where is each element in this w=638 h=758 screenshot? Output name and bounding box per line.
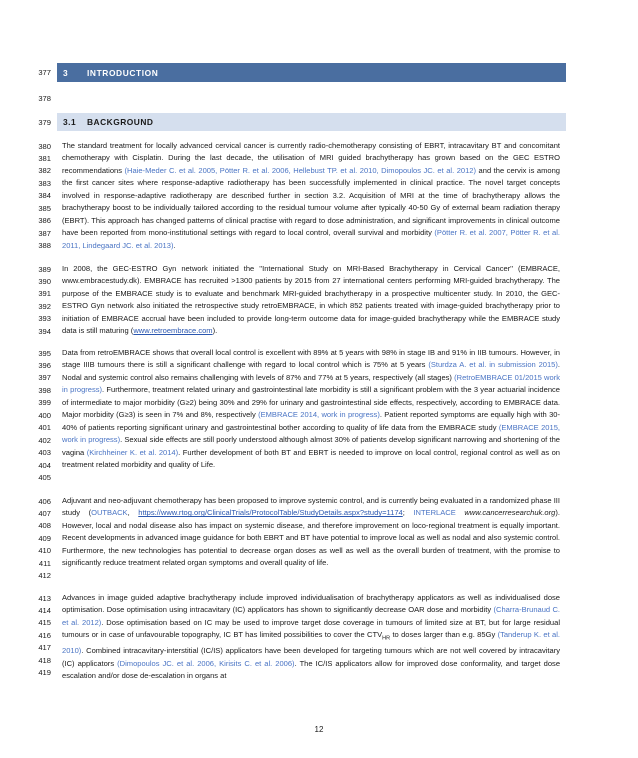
line-number: 411 (38, 558, 51, 568)
paragraph-text: Adjuvant and neo-adjuvant chemotherapy has been proposed to improve systemic control, and is currently being evaluated in a randomized phase III study ( (62, 496, 560, 518)
paragraph-1 (62, 140, 560, 252)
line-number: 385 (38, 203, 51, 213)
line-number: 394 (38, 326, 51, 336)
line-number: 417 (38, 643, 51, 653)
paragraph-text: , (127, 508, 139, 518)
paragraph-text: . The IC/IS applicators allow for improved dose conformality, and target dose escalation and/or dose de-escalation in organs at (62, 658, 561, 681)
retroembrace-link[interactable]: www.retroembrace.com (133, 326, 213, 336)
line-number: 384 (38, 191, 51, 201)
paragraph-text: The standard treatment for locally advanced cervical cancer is currently radio-chemotherapy consisting of EBRT, intracavitary BT and concomitant chemotherapy with Cisplatin. During the last decade, the utilisation of MRI guided brachytherapy has grown based on the GEC ESTRO recommendations (62, 141, 560, 175)
line-number: 404 (38, 460, 51, 470)
line-number: 383 (38, 178, 51, 188)
line-number: 407 (38, 508, 51, 518)
line-number: 416 (38, 630, 51, 640)
line-number: 410 (38, 546, 51, 556)
line-number: 409 (38, 533, 51, 543)
line-number: 401 (38, 423, 51, 433)
citation[interactable]: (Pötter R. et al. 2007, Pötter R. et al. 2011, Lindegaard JC. et al. 2013) (62, 228, 560, 250)
line-number: 387 (38, 228, 51, 238)
page-number: 12 (314, 725, 324, 734)
line-number: 388 (38, 241, 51, 251)
subsection-title: BACKGROUND (87, 117, 154, 127)
paragraph-text: ; (402, 508, 414, 518)
citation[interactable]: (Charra-Brunaud C. et al. 2012) (62, 605, 560, 627)
paragraph-2 (62, 263, 560, 338)
paragraph-text: ). However, local and nodal disease also has impact on systemic disease, and therefore improvement on loco-regional treatment is equally important. Recent developments in advanced image guidance for both EBRT and BT have potential to improve local as well as nodal and also systemic control. Furthermore, the new technologies has potential to decrease organ doses as well as well as the overall burden of treatment, with the promise to significantly reduce treatment related organ symptoms and overall quality of life. (62, 508, 560, 568)
line-number: 392 (38, 301, 51, 311)
paragraph-3 (62, 347, 560, 472)
section-number: 3 (63, 67, 69, 78)
paragraph-text: . Dose optimisation based on IC may be used to improve target dose coverage in tumours of limited size at BT, but for large residual tumours or in case of unfavourable topography, IC BT has limited possibilities to cover the CTV (62, 617, 560, 640)
citation[interactable]: INTERLACE (413, 508, 456, 518)
paragraph-text: In 2008, the GEC-ESTRO Gyn network initiated the ''International Study on MRI-Based Brachytherapy in Cervical Cancer'' (EMBRACE, www.embracestudy.dk). EMBRACE has recruited >1300 patients by 2015 from 27 international centers performing MRI-guided brachytherapy. The purpose of the EMBRACE study is to evaluate and benchmark MRI-guided brachytherapy in a prospective multicenter study. In 2010, the GEC-ESTRO Gyn network also initiated the retrospective study retroEMBRACE, in which 852 patients treated with image-guided brachytherapy prior to initiation of EMBRACE accrual have been included to provide long-term outcome data for image-guided brachytherapy while the EMBRACE study data is still maturing ( (62, 264, 560, 336)
line-number: 403 (38, 448, 51, 458)
citation[interactable]: (Sturdza A. et al. in submission 2015) (428, 360, 558, 370)
subscript: HR (382, 635, 391, 642)
citation[interactable]: (Haie-Meder C. et al. 2005, Pötter R. et al. 2006, Hellebust TP. et al. 2010, Dimopoulos JC. et al. 2012) (124, 165, 477, 175)
citation[interactable]: (EMBRACE 2015, work in progress) (62, 422, 560, 445)
line-number: 419 (38, 668, 51, 678)
citation[interactable]: (RetroEMBRACE 01/2015 work in progress) (62, 372, 560, 395)
paragraph-text: Data from retroEMBRACE shows that overall local control is excellent with 89% at 5 years with 98% in stage IB and 91% in IIB tumours. However, in stage IIIB tumours there is still a significant challenge with regard to local control which is 75% at 5 years (62, 348, 560, 370)
line-number: 379 (38, 118, 51, 127)
line-number: 380 (38, 141, 51, 151)
paragraph-text: . Nodal and systemic control also remains challenging with levels of 87% and 77% at 5 years, respectively (all stages) (62, 360, 560, 382)
line-number: 400 (38, 410, 51, 420)
paragraph-text: to doses larger than e.g. 85Gy (390, 630, 498, 640)
line-number: 398 (38, 385, 51, 395)
section-title: INTRODUCTION (87, 67, 159, 78)
line-number: 406 (38, 496, 51, 506)
citation[interactable]: (EMBRACE 2014, work in progress) (258, 410, 380, 420)
paragraph-text: . Patient reported symptoms are equally high with 30-40% of patients reporting significant urinary and gastrointestinal bother according to quality of life data from the EMBRACE study (62, 410, 560, 432)
paragraph-text: . Combined intracavitary-interstitial (IC/IS) applicators have been developed for targeting tumours which are not well covered by intracavitary (IC) applicators (62, 646, 560, 668)
line-number: 391 (38, 289, 51, 299)
line-number: 382 (38, 166, 51, 176)
line-number: 405 (38, 473, 51, 482)
subsection-heading-background (57, 113, 566, 131)
line-number: 399 (38, 398, 51, 408)
cancer-research-uk-url: www.cancerresearchuk.org (464, 508, 556, 518)
paragraph-5 (62, 592, 560, 683)
paragraph-text: ). (212, 326, 218, 336)
line-number: 377 (38, 68, 51, 77)
subsection-number: 3.1 (63, 117, 77, 127)
paragraph-text: . Sexual side effects are still poorly understood although almost 30% of patients develop significant narrowing and shortening of the vagina (62, 435, 560, 457)
paragraph-text: . (173, 240, 176, 250)
citation[interactable]: (Dimopoulos JC. et al. 2006, Kirisits C. et al. 2006) (117, 658, 295, 668)
line-number: 414 (38, 605, 51, 615)
paragraph-text: . Furthermore, treatment related urinary and gastrointestinal late morbidity is still a significant problem with the 3 year actuarial incidence of intermediate to major morbidity (G≥2) being 30% and 29% for urinary and gastrointestinal side effects, respectively, according to EMBRACE data. Major morbidity (G≥3) is seen in 7% and 8%, respectively (62, 385, 560, 420)
line-number: 402 (38, 435, 51, 445)
paragraph-text: and the cervix is among the first cancer sites where response-adaptive radiotherapy has been successfully implemented in clinical practice. The novel target concepts involved in response-adaptive radiotherapy are described further in section 3.2. Acquisition of MRI at the time of brachytherapy allows the brachytherapy boost to be individually tailored according to the residual tumour volume after typically 40-50 Gy of external beam radiation therapy (EBRT). This approach has changed patterns of clinical practise with regard to dose administration, and significant improvements in clinical outcome have been reported from mono-institutional settings with regard to local control, overall survival and morbidity (62, 165, 560, 238)
line-number: 418 (38, 655, 51, 665)
citation[interactable]: (Kirchheiner K. et al. 2014) (86, 447, 179, 457)
paragraph-text: Advances in image guided adaptive brachytherapy include improved individualisation of brachytherapy applicators as well as individualised dose optimisation. Dose optimisation using intracavitary (IC) applicators has shown to significantly decrease OAR dose and morbidity (62, 593, 560, 615)
line-number: 381 (38, 153, 51, 163)
line-number: 397 (38, 373, 51, 383)
line-number: 412 (38, 571, 51, 581)
line-number: 413 (38, 593, 51, 603)
paragraph-4 (62, 495, 560, 570)
line-number: 408 (38, 521, 51, 531)
line-number: 390 (38, 276, 51, 286)
citation[interactable]: (Tanderup K. et al. 2010) (62, 630, 560, 656)
section-heading-introduction (57, 63, 566, 82)
line-number: 378 (38, 94, 51, 103)
line-number: 389 (38, 264, 51, 274)
citation[interactable]: OUTBACK (91, 508, 128, 518)
rtog-study-link[interactable]: https://www.rtog.org/ClinicalTrials/ProtocolTable/StudyDetails.aspx?study=1174 (138, 508, 403, 518)
line-number: 386 (38, 216, 51, 226)
line-number: 415 (38, 618, 51, 628)
line-number: 396 (38, 360, 51, 370)
line-number: 395 (38, 348, 51, 358)
paragraph-text: . Further development of both BT and EBRT is needed to improve on local control, regional control as well as on treatment related morbidity and quality of Life. (62, 447, 560, 470)
line-number: 393 (38, 314, 51, 324)
